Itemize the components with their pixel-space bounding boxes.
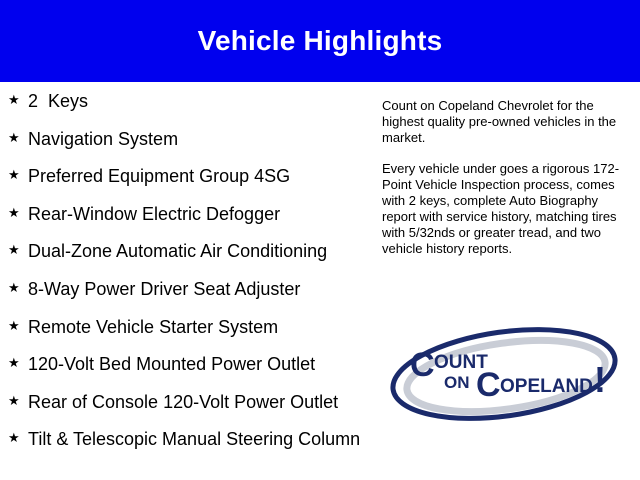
star-icon: ★ (8, 168, 20, 184)
feature-label: Dual-Zone Automatic Air Conditioning (28, 241, 328, 262)
page-title: Vehicle Highlights (197, 25, 443, 56)
list-item (8, 316, 368, 338)
logo-letter: C (410, 346, 435, 384)
list-item (8, 353, 368, 375)
logo-exclamation: ! (594, 359, 606, 400)
star-icon: ★ (8, 431, 20, 447)
star-icon: ★ (8, 356, 20, 372)
feature-label: Tilt & Telescopic Manual Steering Column (28, 429, 361, 450)
feature-label: Rear-Window Electric Defogger (28, 203, 281, 224)
feature-label: 120-Volt Bed Mounted Power Outlet (28, 354, 316, 375)
logo-word: OUNT (434, 352, 488, 373)
list-item (8, 428, 368, 450)
star-icon: ★ (8, 393, 20, 409)
list-item (8, 278, 368, 300)
list-item (8, 128, 368, 150)
feature-label: Preferred Equipment Group 4SG (28, 166, 291, 187)
list-item (8, 391, 368, 413)
feature-label: Remote Vehicle Starter System (28, 316, 279, 337)
count-on-copeland-logo (386, 326, 634, 422)
logo-letter: C (476, 366, 501, 404)
list-item (8, 90, 368, 112)
logo-word: OPELAND (500, 376, 593, 397)
star-icon: ★ (8, 93, 20, 108)
star-icon: ★ (8, 205, 20, 221)
feature-label: Rear of Console 120-Volt Power Outlet (28, 391, 339, 412)
star-icon: ★ (8, 130, 20, 146)
list-item (8, 240, 368, 262)
feature-label: Navigation System (28, 128, 179, 149)
blurb-paragraph-inspection: Every vehicle under goes a rigorous 172-Point Vehicle Inspection process, comes with 2 keys, complete Auto Biography report with service history, matching tires with 5/32nds or greater tread, and two vehicle history reports. (382, 161, 620, 256)
star-icon: ★ (8, 280, 20, 296)
logo-graphic (386, 326, 634, 422)
feature-list (8, 90, 368, 466)
header-banner (0, 0, 640, 82)
star-icon: ★ (8, 318, 20, 334)
logo-word: ON (444, 373, 470, 392)
dealer-blurb (382, 98, 632, 272)
star-icon: ★ (8, 243, 20, 259)
list-item (8, 165, 368, 187)
feature-label: 8-Way Power Driver Seat Adjuster (28, 278, 301, 299)
blurb-paragraph-quality: Count on Copeland Chevrolet for the highest quality pre-owned vehicles in the market. (382, 98, 617, 145)
list-item (8, 203, 368, 225)
feature-label: 2 Keys (28, 91, 89, 111)
